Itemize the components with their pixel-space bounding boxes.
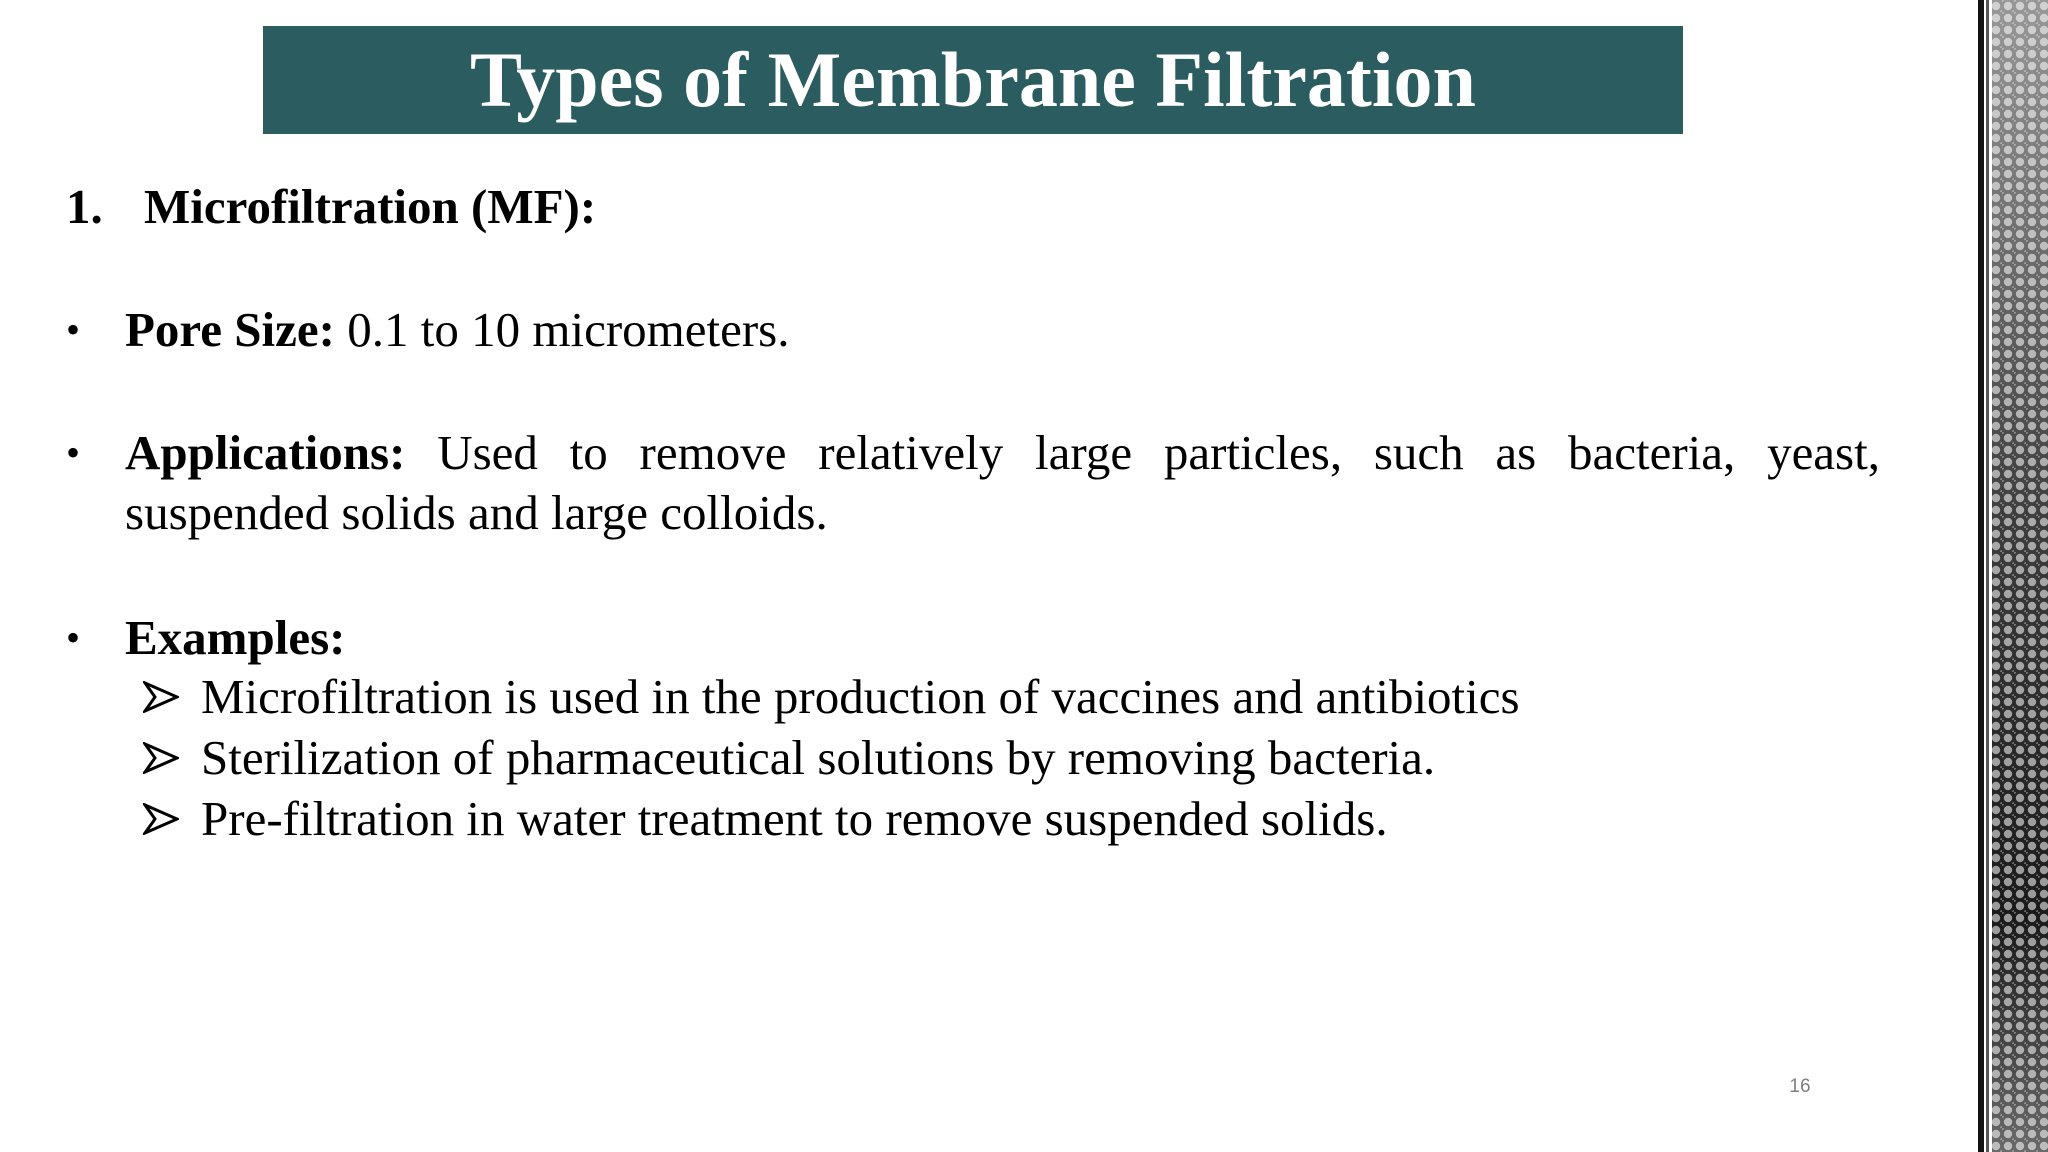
section-heading	[66, 176, 596, 238]
slide-title: Types of Membrane Filtration	[470, 36, 1476, 123]
bullet-label: Examples:	[125, 610, 346, 665]
page-number: 16	[1789, 1076, 1811, 1097]
example-text: Pre-filtration in water treatment to remove suspended solids.	[201, 791, 1388, 846]
halftone-pattern-icon	[1978, 0, 2048, 1152]
title-banner	[263, 26, 1683, 134]
bullet-text: Used to remove relatively large particles, such as bacteria, yeast, suspended solids and large colloids.	[125, 425, 1880, 540]
examples-list	[143, 666, 1520, 849]
arrow-bullet-icon	[143, 803, 179, 835]
example-text: Microfiltration is used in the production of vaccines and antibiotics	[201, 669, 1520, 724]
bullet-text: 0.1 to 10 micrometers.	[334, 302, 790, 357]
section-title: Microfiltration (MF):	[144, 179, 597, 234]
bullet-label: Applications:	[125, 425, 406, 480]
bullet-dot-icon: •	[66, 615, 81, 660]
list-item	[143, 788, 1520, 849]
arrow-bullet-icon	[143, 742, 179, 774]
arrow-bullet-icon	[143, 681, 179, 713]
list-item	[143, 727, 1520, 788]
bullet-dot-icon: •	[66, 430, 81, 475]
list-item	[143, 666, 1520, 727]
bullet-dot-icon: •	[66, 307, 81, 352]
bullet-applications	[66, 423, 1880, 543]
halftone-decoration	[1978, 0, 2048, 1152]
bullet-pore-size	[66, 300, 1880, 360]
bullet-label: Pore Size:	[125, 302, 335, 357]
example-text: Sterilization of pharmaceutical solutions by removing bacteria.	[201, 730, 1436, 785]
bullet-examples	[66, 608, 1880, 668]
section-number: 1.	[66, 179, 103, 234]
